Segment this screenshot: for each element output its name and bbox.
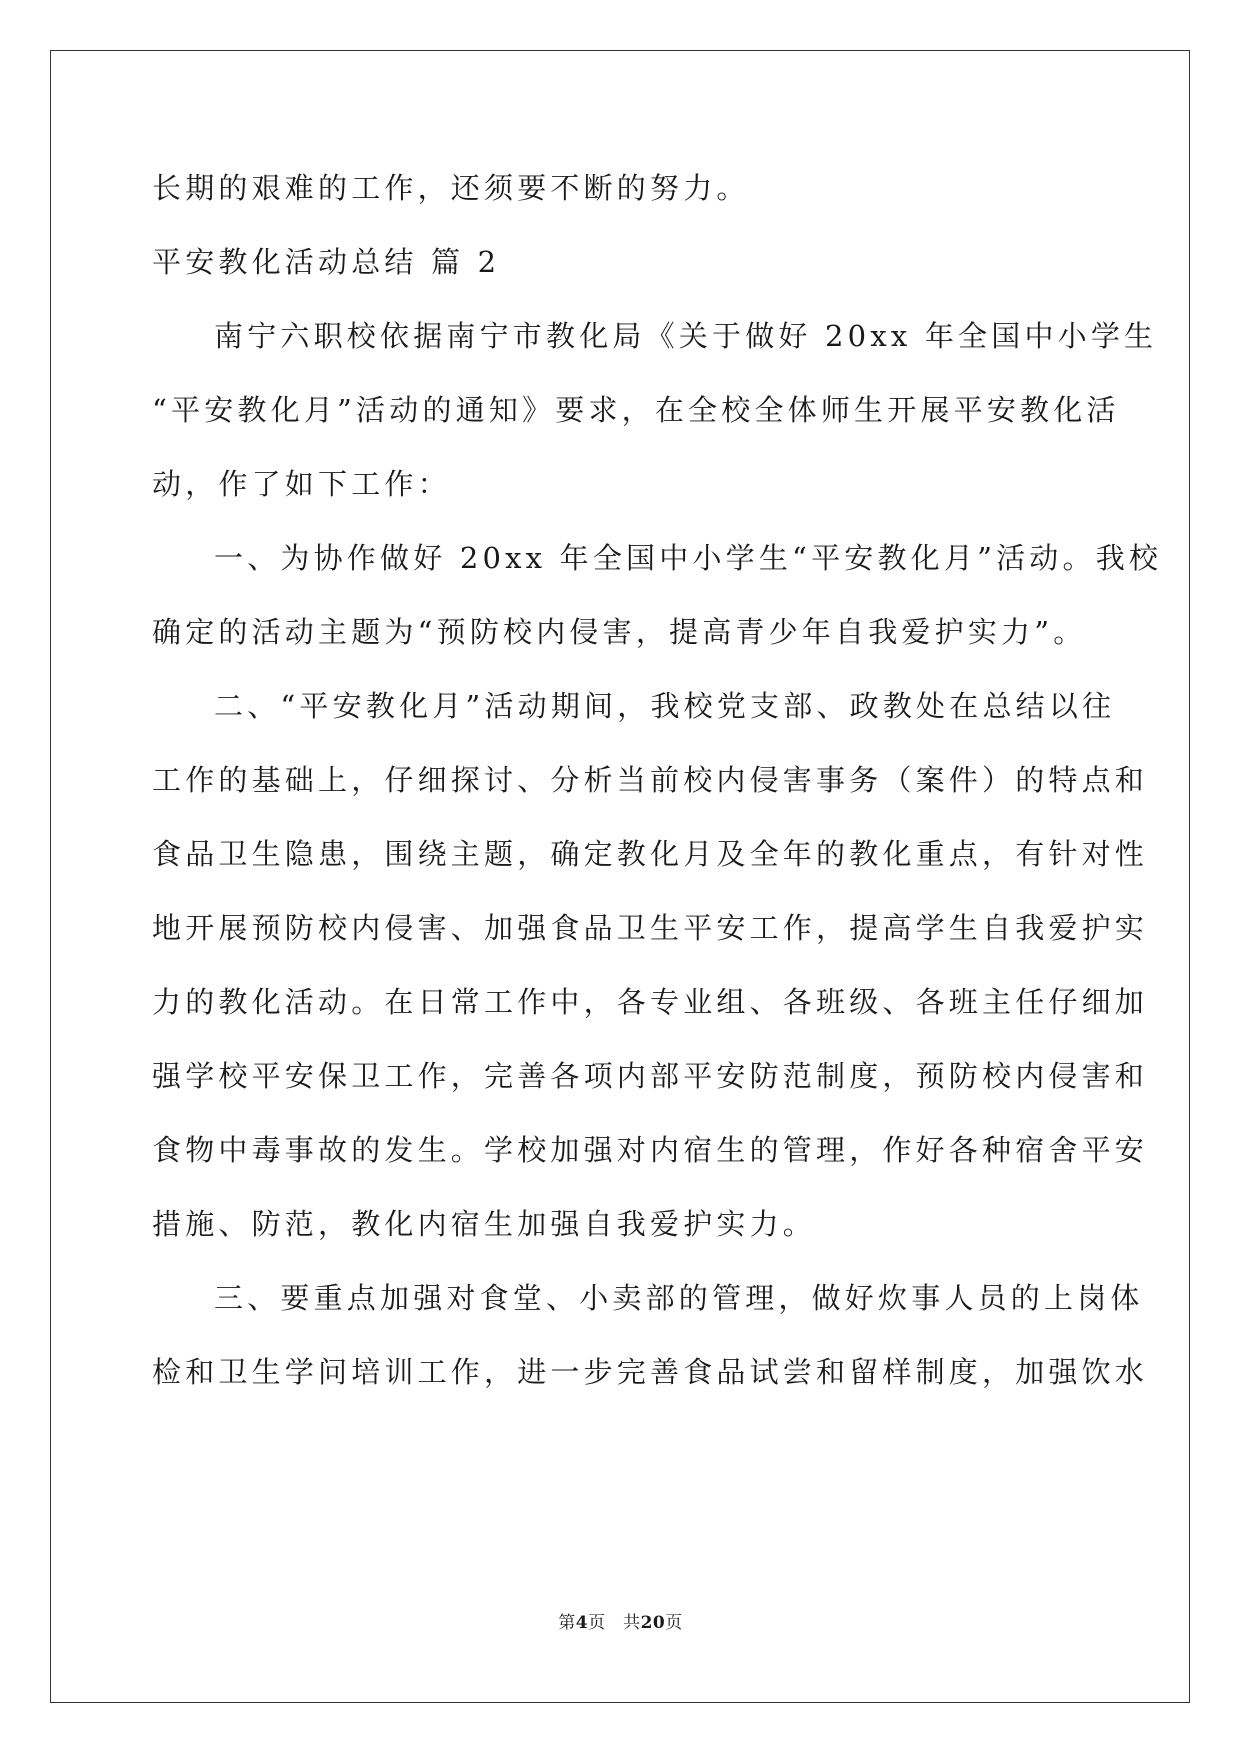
paragraph-line: 确定的活动主题为“预防校内侵害，提高青少年自我爱护实力”。 [152, 615, 1087, 649]
page-prefix: 第 [558, 1613, 576, 1633]
paragraph-line: 措施、防范，教化内宿生加强自我爱护实力。 [152, 1207, 817, 1241]
paragraph-line: 工作的基础上，仔细探讨、分析当前校内侵害事务（案件）的特点和 [152, 763, 1149, 797]
paragraph-line: 检和卫生学问培训工作，进一步完善食品试尝和留样制度，加强饮水 [152, 1355, 1149, 1389]
paragraph-line: 南宁六职校依据南宁市教化局《关于做好 20xx 年全国中小学生 [214, 319, 1158, 353]
current-page-number: 4 [575, 1613, 589, 1633]
paragraph-line: 地开展预防校内侵害、加强食品卫生平安工作，提高学生自我爱护实 [152, 911, 1149, 945]
paragraph-line: 动，作了如下工作： [152, 467, 451, 501]
page-mid-text: 页 共 [588, 1613, 641, 1633]
paragraph-line: 一、为协作做好 20xx 年全国中小学生“平安教化月”活动。我校 [214, 541, 1163, 575]
page-border [50, 50, 1190, 1703]
paragraph-line: “平安教化月”活动的通知》要求，在全校全体师生开展平安教化活 [152, 393, 1120, 427]
paragraph-line: 三、要重点加强对食堂、小卖部的管理，做好炊事人员的上岗体 [214, 1281, 1144, 1315]
page-footer [0, 1612, 1241, 1634]
text-line: 长期的艰难的工作，还须要不断的努力。 [152, 171, 750, 205]
paragraph-line: 二、“平安教化月”活动期间，我校党支部、政教处在总结以往 [214, 689, 1116, 723]
total-page-count: 20 [640, 1613, 666, 1633]
paragraph-line: 强学校平安保卫工作，完善各项内部平安防范制度，预防校内侵害和 [152, 1059, 1149, 1093]
paragraph-line: 力的教化活动。在日常工作中，各专业组、各班级、各班主任仔细加 [152, 985, 1149, 1019]
paragraph-line: 食物中毒事故的发生。学校加强对内宿生的管理，作好各种宿舍平安 [152, 1133, 1149, 1167]
page-suffix: 页 [665, 1613, 683, 1633]
paragraph-line: 食品卫生隐患，围绕主题，确定教化月及全年的教化重点，有针对性 [152, 837, 1149, 871]
section-heading: 平安教化活动总结 篇 2 [152, 245, 501, 279]
